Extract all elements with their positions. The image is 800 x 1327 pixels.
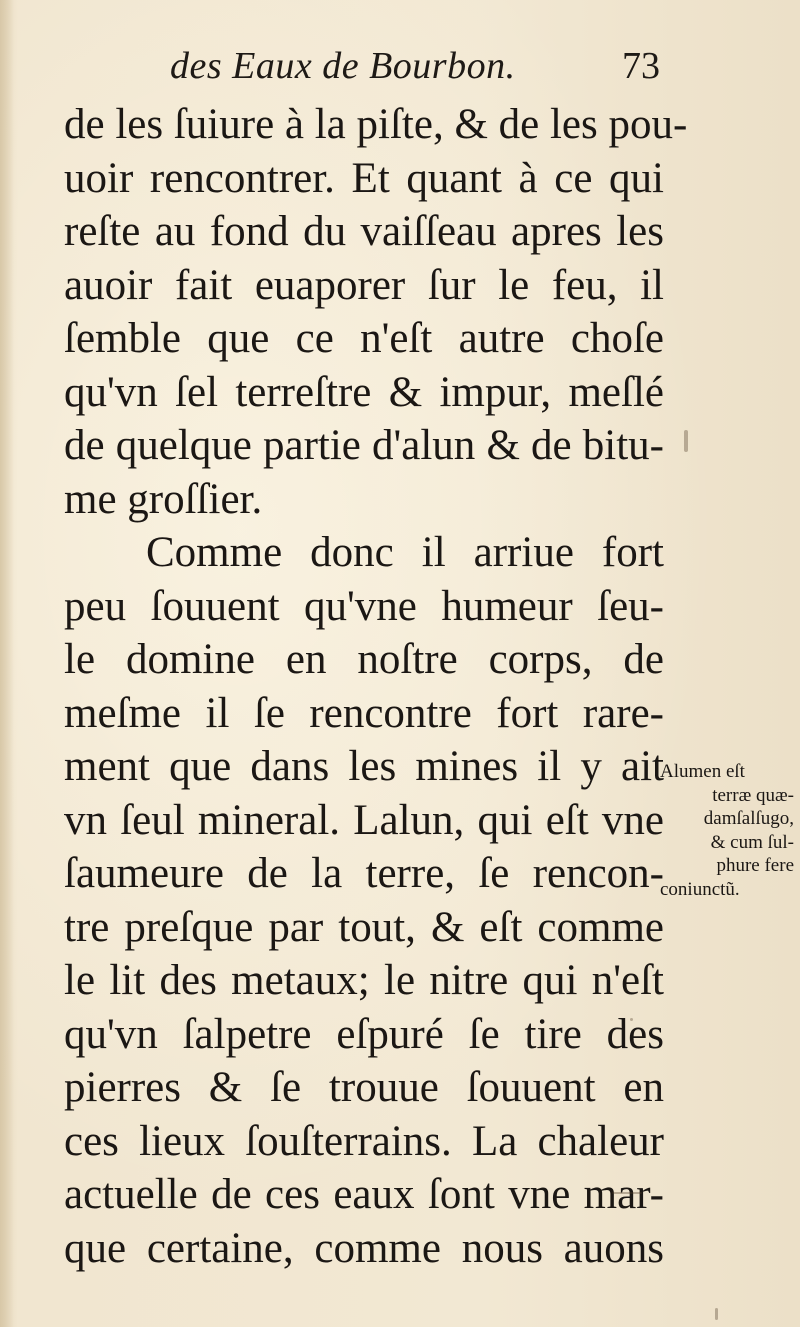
text-line: ment que dans les mines il y ait	[64, 743, 664, 790]
text-line: que certaine, comme nous auons	[64, 1224, 664, 1272]
running-head	[70, 44, 660, 100]
text-line: tre preſque par tout, & eſt comme	[64, 903, 664, 951]
text-line: qu'vn ſel terreſtre & impur, meſlé	[64, 368, 664, 416]
margin-note-line: damſalſugo,	[703, 808, 794, 829]
margin-note-line: phure fere	[716, 855, 794, 876]
margin-note-line: terræ quæ-	[712, 784, 794, 806]
paper-speck	[612, 1192, 642, 1194]
paper-speck	[684, 430, 688, 452]
margin-note	[660, 760, 794, 901]
paper-speck	[715, 1308, 718, 1320]
text-line: me groſſier.	[64, 475, 263, 523]
text-line: ces lieux ſouſterrains. La chaleur	[64, 1117, 664, 1165]
text-line: actuelle de ces eaux ſont vne mar-	[64, 1171, 664, 1218]
margin-note-line: Alumen eſt	[660, 761, 745, 782]
paragraph-start-line: Comme donc il arriue fort	[146, 529, 664, 576]
margin-note-line: & cum ſul-	[710, 831, 794, 853]
text-line: meſme il ſe rencontre fort rare-	[64, 689, 664, 737]
text-line: uoir rencontrer. Et quant à ce qui	[64, 154, 664, 202]
paper-speck	[630, 1018, 633, 1021]
text-line: de les ſuiure à la piſte, & de les pou-	[64, 101, 688, 148]
page-number: 73	[622, 45, 660, 87]
text-line: auoir fait euaporer ſur le feu, il	[64, 261, 664, 309]
text-line: pierres & ſe trouue ſouuent en	[64, 1064, 664, 1111]
text-line: vn ſeul mineral. Lalun, qui eſt vne	[64, 796, 664, 844]
text-line: ſemble que ce n'eſt autre choſe	[64, 315, 664, 362]
running-head-title: des Eaux de Bourbon.	[170, 45, 516, 87]
body-text	[64, 98, 688, 1275]
text-line: ſaumeure de la terre, ſe rencon-	[64, 850, 664, 897]
text-line: qu'vn ſalpetre eſpuré ſe tire des	[64, 1010, 664, 1058]
text-line: le domine en noſtre corps, de	[64, 636, 664, 683]
text-line: le lit des metaux; le nitre qui n'eſt	[64, 957, 664, 1004]
page-gutter-shadow	[0, 0, 14, 1327]
margin-note-line: coniunctũ.	[660, 878, 740, 900]
text-line: reſte au fond du vaiſſeau apres les	[64, 208, 664, 255]
text-line: de quelque partie d'alun & de bitu-	[64, 422, 664, 469]
text-line: peu ſouuent qu'vne humeur ſeu-	[64, 582, 664, 630]
